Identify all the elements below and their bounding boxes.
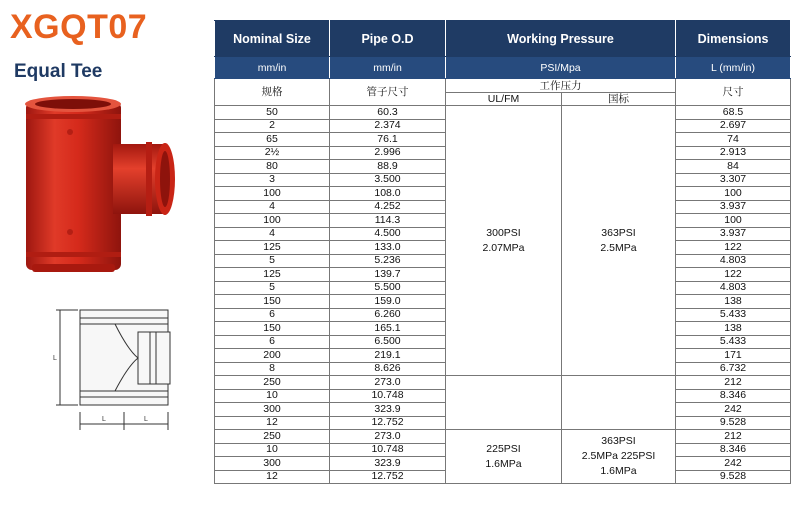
dimension-cell: 242 xyxy=(676,457,791,471)
nominal-size-cell: 3 xyxy=(215,173,330,187)
gb-pressure-cell xyxy=(562,376,676,430)
dimension-cell: 242 xyxy=(676,403,791,417)
dimension-cell: 9.528 xyxy=(676,416,791,430)
nominal-size-cell: 250 xyxy=(215,430,330,444)
gb-mpa-value: 2.5MPa xyxy=(600,241,637,254)
equal-tee-drawing xyxy=(20,300,190,445)
pipe-od-cell: 6.500 xyxy=(330,335,446,349)
pipe-od-cell: 12.752 xyxy=(330,470,446,484)
dimension-cell: 100 xyxy=(676,187,791,201)
dimension-cell: 5.433 xyxy=(676,308,791,322)
pipe-od-cell: 108.0 xyxy=(330,187,446,201)
pipe-od-cell: 2.374 xyxy=(330,119,446,133)
nominal-unit: mm/in xyxy=(215,57,330,79)
pipe-od-cell: 323.9 xyxy=(330,403,446,417)
nominal-size-cell: 4 xyxy=(215,227,330,241)
pipe-od-cell: 139.7 xyxy=(330,268,446,282)
nominal-size-cell: 12 xyxy=(215,416,330,430)
table-row xyxy=(215,376,791,390)
nominal-size-cell: 5 xyxy=(215,281,330,295)
nominal-size-header: Nominal Size xyxy=(215,21,330,57)
ul-fm-psi-value: 300PSI xyxy=(486,226,521,239)
dimension-cell: 8.346 xyxy=(676,389,791,403)
product-code: XGQT07 xyxy=(10,8,148,46)
dimensions-unit: L (mm/in) xyxy=(676,57,791,79)
pipe-od-cell: 5.236 xyxy=(330,254,446,268)
dimension-cell: 122 xyxy=(676,241,791,255)
pipe-od-cell: 133.0 xyxy=(330,241,446,255)
dimension-cell: 4.803 xyxy=(676,281,791,295)
gb-mpa-value-2: 1.6MPa xyxy=(600,465,637,477)
nominal-size-cell: 65 xyxy=(215,133,330,147)
pipe-od-cell: 3.500 xyxy=(330,173,446,187)
gb-header: 国标 xyxy=(562,93,676,106)
pressure-unit: PSI/Mpa xyxy=(446,57,676,79)
dimension-cell: 100 xyxy=(676,214,791,228)
pipe-od-header: Pipe O.D xyxy=(330,21,446,57)
dimensions-header: Dimensions xyxy=(676,21,791,57)
dimension-cell: 68.5 xyxy=(676,106,791,120)
pipe-od-cell: 219.1 xyxy=(330,349,446,363)
specification-body xyxy=(215,106,791,484)
dimension-cell: 3.937 xyxy=(676,227,791,241)
od-unit: mm/in xyxy=(330,57,446,79)
pipe-od-cell: 8.626 xyxy=(330,362,446,376)
nominal-size-cell: 2½ xyxy=(215,146,330,160)
nominal-size-cell: 80 xyxy=(215,160,330,174)
product-name: Equal Tee xyxy=(14,61,103,82)
pipe-od-cell: 6.260 xyxy=(330,308,446,322)
nominal-size-cell: 125 xyxy=(215,241,330,255)
dimension-cell: 122 xyxy=(676,268,791,282)
dimension-cell: 212 xyxy=(676,376,791,390)
pipe-od-cell: 88.9 xyxy=(330,160,446,174)
table-row xyxy=(215,430,791,444)
nominal-size-cell: 6 xyxy=(215,335,330,349)
pipe-od-cell: 273.0 xyxy=(330,430,446,444)
nominal-size-cell: 10 xyxy=(215,389,330,403)
pipe-od-cell: 60.3 xyxy=(330,106,446,120)
gb-pressure-cell xyxy=(562,106,676,376)
pipe-od-cell: 2.996 xyxy=(330,146,446,160)
dimension-cell: 138 xyxy=(676,322,791,336)
ul-fm-pressure-cell xyxy=(446,430,562,484)
dimensions-cn-header: 尺寸 xyxy=(676,79,791,106)
dimension-cell: 2.913 xyxy=(676,146,791,160)
ul-fm-psi-value: 225PSI xyxy=(486,442,521,455)
nominal-size-cell: 300 xyxy=(215,403,330,417)
nominal-size-cell: 5 xyxy=(215,254,330,268)
dimension-cell: 84 xyxy=(676,160,791,174)
cn-header-row xyxy=(215,79,791,93)
dimension-cell: 2.697 xyxy=(676,119,791,133)
dimension-cell: 9.528 xyxy=(676,470,791,484)
units-row xyxy=(215,57,791,79)
svg-text:L: L xyxy=(102,416,106,423)
svg-text:L: L xyxy=(53,355,57,362)
pipe-od-cell: 12.752 xyxy=(330,416,446,430)
pipe-od-cell: 10.748 xyxy=(330,443,446,457)
dimension-cell: 4.803 xyxy=(676,254,791,268)
pressure-cn-header: 工作压力 xyxy=(446,79,676,93)
pipe-od-cell: 10.748 xyxy=(330,389,446,403)
dimension-cell: 3.937 xyxy=(676,200,791,214)
dimension-cell: 74 xyxy=(676,133,791,147)
header-row xyxy=(215,21,791,57)
pipe-od-cell: 114.3 xyxy=(330,214,446,228)
ul-fm-mpa-value: 1.6MPa xyxy=(485,457,522,470)
pipe-od-cell: 5.500 xyxy=(330,281,446,295)
pipe-od-cell: 165.1 xyxy=(330,322,446,336)
ul-fm-header: UL/FM xyxy=(446,93,562,106)
dimension-cell: 6.732 xyxy=(676,362,791,376)
table-row xyxy=(215,106,791,120)
dimension-cell: 138 xyxy=(676,295,791,309)
dimension-cell: 8.346 xyxy=(676,443,791,457)
pipe-od-cell: 4.500 xyxy=(330,227,446,241)
nominal-size-cell: 150 xyxy=(215,295,330,309)
pipe-od-cell: 273.0 xyxy=(330,376,446,390)
svg-text:L: L xyxy=(144,416,148,423)
nominal-size-cell: 250 xyxy=(215,376,330,390)
dimension-cell: 3.307 xyxy=(676,173,791,187)
dimension-cell: 212 xyxy=(676,430,791,444)
gb-psi-value: 363PSI xyxy=(601,435,636,447)
nominal-size-cell: 6 xyxy=(215,308,330,322)
nominal-cn-header: 规格 xyxy=(215,79,330,106)
nominal-size-cell: 300 xyxy=(215,457,330,471)
od-cn-header: 管子尺寸 xyxy=(330,79,446,106)
equal-tee-photo xyxy=(18,92,188,282)
dimension-cell: 5.433 xyxy=(676,335,791,349)
specification-table xyxy=(214,20,791,484)
gb-psi-value: 363PSI xyxy=(601,226,636,239)
ul-fm-mpa-value: 2.07MPa xyxy=(482,241,525,254)
nominal-size-cell: 8 xyxy=(215,362,330,376)
pipe-od-cell: 159.0 xyxy=(330,295,446,309)
nominal-size-cell: 150 xyxy=(215,322,330,336)
working-pressure-header: Working Pressure xyxy=(446,21,676,57)
nominal-size-cell: 200 xyxy=(215,349,330,363)
nominal-size-cell: 12 xyxy=(215,470,330,484)
nominal-size-cell: 2 xyxy=(215,119,330,133)
nominal-size-cell: 125 xyxy=(215,268,330,282)
nominal-size-cell: 4 xyxy=(215,200,330,214)
pipe-od-cell: 76.1 xyxy=(330,133,446,147)
gb-mpa-value: 2.5MPa 225PSI xyxy=(581,450,656,462)
ul-fm-pressure-cell xyxy=(446,106,562,376)
pipe-od-cell: 4.252 xyxy=(330,200,446,214)
dimension-cell: 171 xyxy=(676,349,791,363)
ul-fm-pressure-cell xyxy=(446,376,562,430)
pipe-od-cell: 323.9 xyxy=(330,457,446,471)
nominal-size-cell: 10 xyxy=(215,443,330,457)
gb-pressure-cell xyxy=(562,430,676,484)
nominal-size-cell: 100 xyxy=(215,187,330,201)
nominal-size-cell: 50 xyxy=(215,106,330,120)
nominal-size-cell: 100 xyxy=(215,214,330,228)
